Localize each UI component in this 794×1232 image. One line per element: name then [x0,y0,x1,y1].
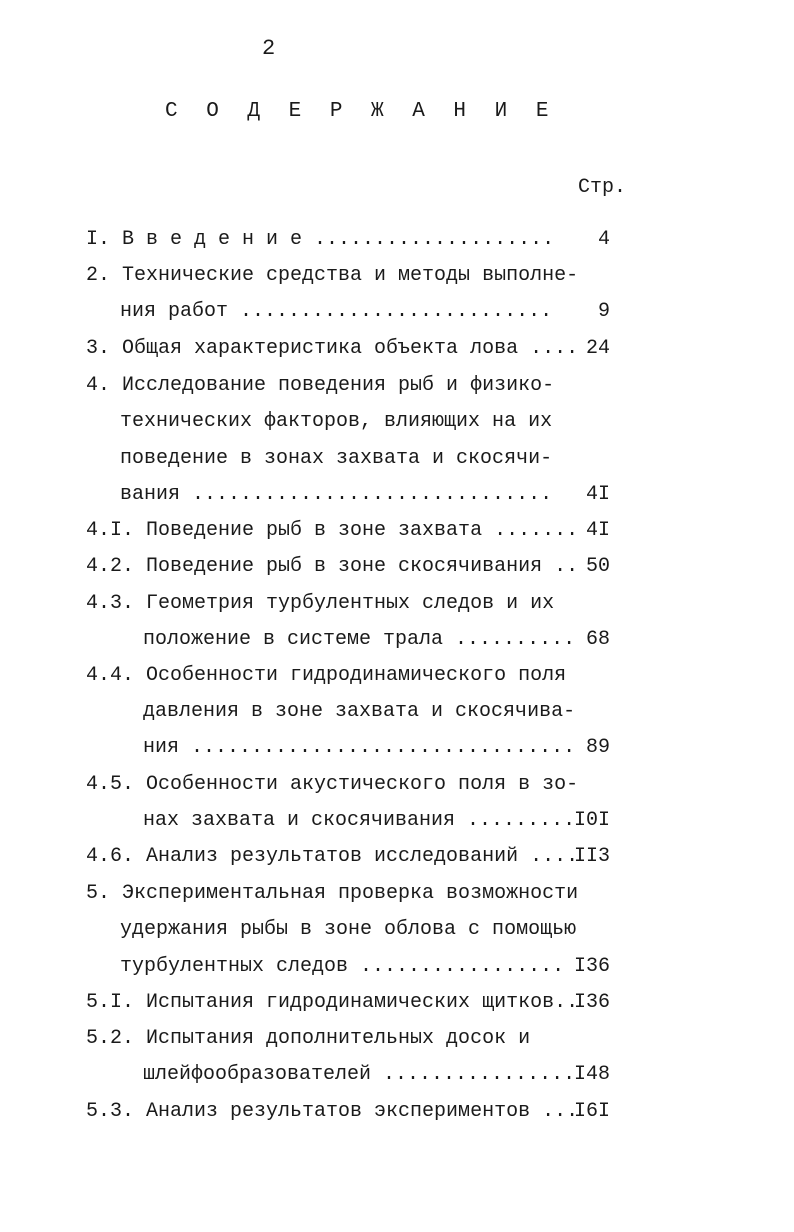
toc-entry-text: удержания рыбы в зоне облова с помощью [120,918,577,941]
page-number: 2 [262,36,276,61]
toc-entry-page: I36 [573,991,610,1014]
toc-entry-page: I0I [573,809,610,832]
toc-entry-text: положение в системе трала .......... [143,628,576,651]
toc-entry-page: 89 [585,736,610,759]
toc-entry-text: технических факторов, влияющих на их [120,410,553,433]
toc-entry-text: ния ................................ [143,736,576,759]
toc-entry-text: давления в зоне захвата и скосячива- [143,700,576,723]
toc-entry-text: 5.I. Испытания гидродинамических щитков.. [86,991,579,1014]
toc-entry-page: 4I [585,519,610,542]
toc-entry-text: 4.3. Геометрия турбулентных следов и их [86,592,555,615]
toc-entry-text: 4. Исследование поведения рыб и физико- [86,374,555,397]
page-column-label: Стр. [578,176,627,199]
toc-entry-text: 5. Экспериментальная проверка возможности [86,882,579,905]
toc-entry-page: I48 [573,1063,610,1086]
toc-entry-text: 5.3. Анализ результатов экспериментов ... [86,1100,579,1123]
toc-entry-page: I6I [573,1100,610,1123]
toc-entry-page: II3 [573,845,610,868]
toc-entry-page: I36 [573,955,610,978]
toc-entry-text: 4.I. Поведение рыб в зоне захвата ....... [86,519,579,542]
toc-entry-page: 4 [597,228,610,251]
toc-entry-page: 24 [585,337,610,360]
toc-entry-text: нах захвата и скосячивания ......... [143,809,576,832]
toc-entry-text: 4.5. Особенности акустического поля в зо- [86,773,579,796]
toc-entry-page: 9 [597,300,610,323]
toc-entry-text: 5.2. Испытания дополнительных досок и [86,1027,531,1050]
toc-entry-page: 4I [585,483,610,506]
page-title: С О Д Е Р Ж А Н И Е [165,100,557,123]
toc-entry-text: вания .............................. [120,483,553,506]
toc-entry-page: 50 [585,555,610,578]
toc-entry-text: турбулентных следов ................. [120,955,565,978]
toc-entry-text: поведение в зонах захвата и скосячи- [120,447,553,470]
toc-entry-text: шлейфообразователей ................ [143,1063,576,1086]
toc-entry-text: 3. Общая характеристика объекта лова .... [86,337,579,360]
toc-entry-text: 4.6. Анализ результатов исследований .... [86,845,579,868]
toc-entry-page: 68 [585,628,610,651]
toc-entry-text: I. В в е д е н и е .................... [86,228,555,251]
toc-entry-text: 4.4. Особенности гидродинамического поля [86,664,567,687]
toc-entry-text: 2. Технические средства и методы выполне- [86,264,579,287]
toc-entry-text: ния работ .......................... [120,300,553,323]
toc-entry-text: 4.2. Поведение рыб в зоне скосячивания .. [86,555,579,578]
